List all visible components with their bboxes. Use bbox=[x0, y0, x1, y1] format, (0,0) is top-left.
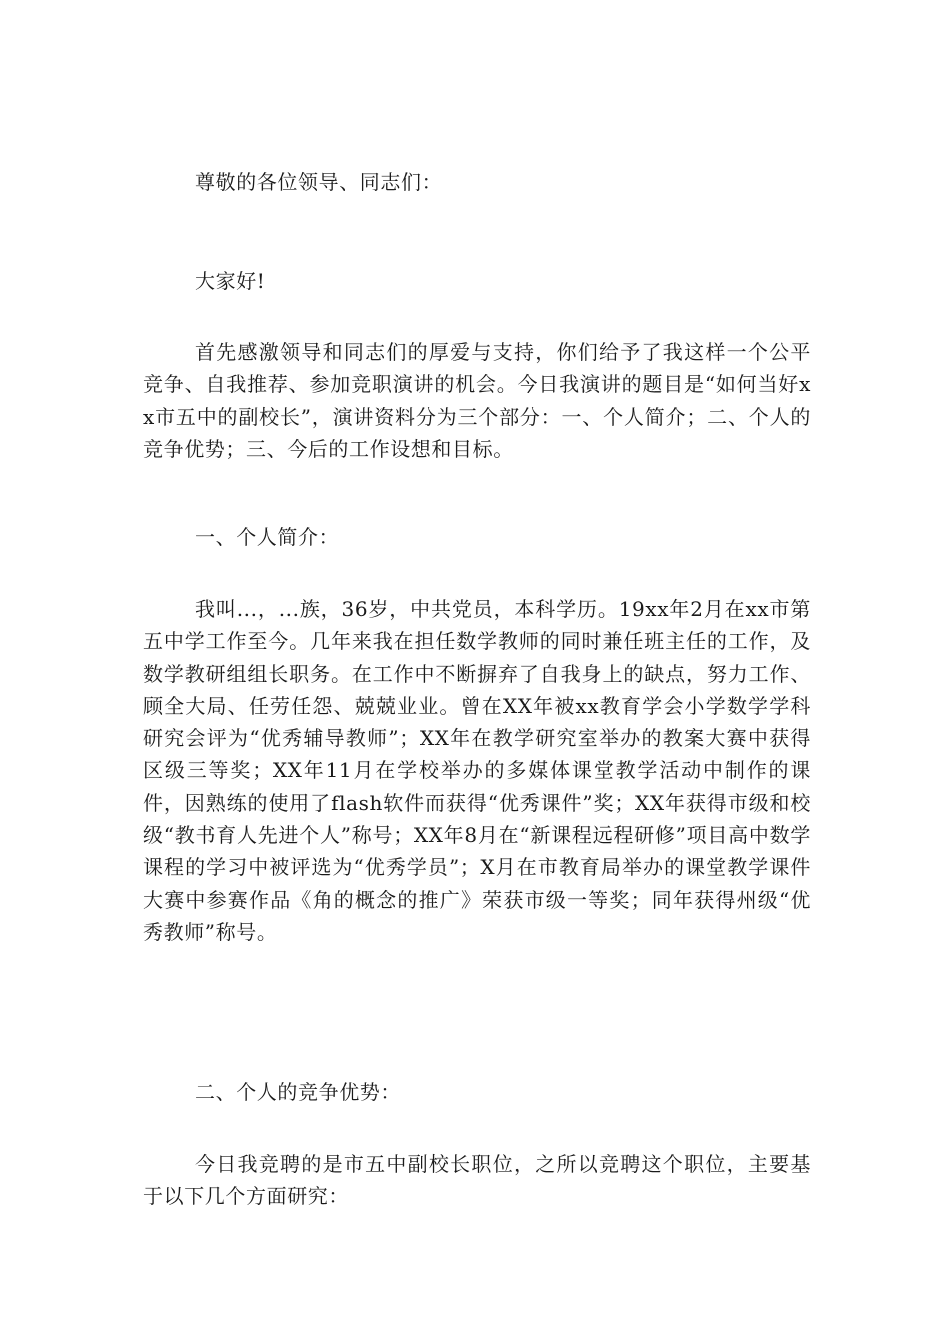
salutation: 尊敬的各位领导、同志们： bbox=[195, 170, 443, 194]
section-2-body: 今日我竞聘的是市五中副校长职位，之所以竞聘这个职位，主要基于以下几个方面研究： bbox=[143, 1152, 811, 1209]
intro-paragraph: 首先感激领导和同志们的厚爱与支持，你们给予了我这样一个公平竞争、自我推荐、参加竞职演讲的机会。今日我演讲的题目是“如何当好xx市五中的副校长”，演讲资料分为三个部分：一、个人简介；二、个人的竞争优势；三、今后的工作设想和目标。 bbox=[143, 340, 811, 461]
greeting: 大家好! bbox=[195, 269, 266, 293]
section-1-heading: 一、个人简介： bbox=[195, 525, 340, 549]
section-1-body: 我叫...，...族，36岁，中共党员，本科学历。19xx年2月在xx市第五中学工作至今。几年来我在担任数学教师的同时兼任班主任的工作，及数学教研组组长职务。在工作中不断摒弃了自我身上的缺点，努力工作、顾全大局、任劳任怨、兢兢业业。曾在XX年被xx教育学会小学数学学科研究会评为“优秀辅导教师”；XX年在教学研究室举办的教案大赛中获得区级三等奖；XX年11月在学校举办的多媒体课堂教学活动中制作的课件，因熟练的使用了flash软件而获得“优秀课件”奖；XX年获得市级和校级“教书育人先进个人”称号；XX年8月在“新课程远程研修”项目高中数学课程的学习中被评选为“优秀学员”；X月在市教育局举办的课堂教学课件大赛中参赛作品《角的概念的推广》荣获市级一等奖；同年获得州级“优秀教师”称号。 bbox=[143, 597, 811, 944]
section-2-heading: 二、个人的竞争优势： bbox=[195, 1080, 401, 1104]
